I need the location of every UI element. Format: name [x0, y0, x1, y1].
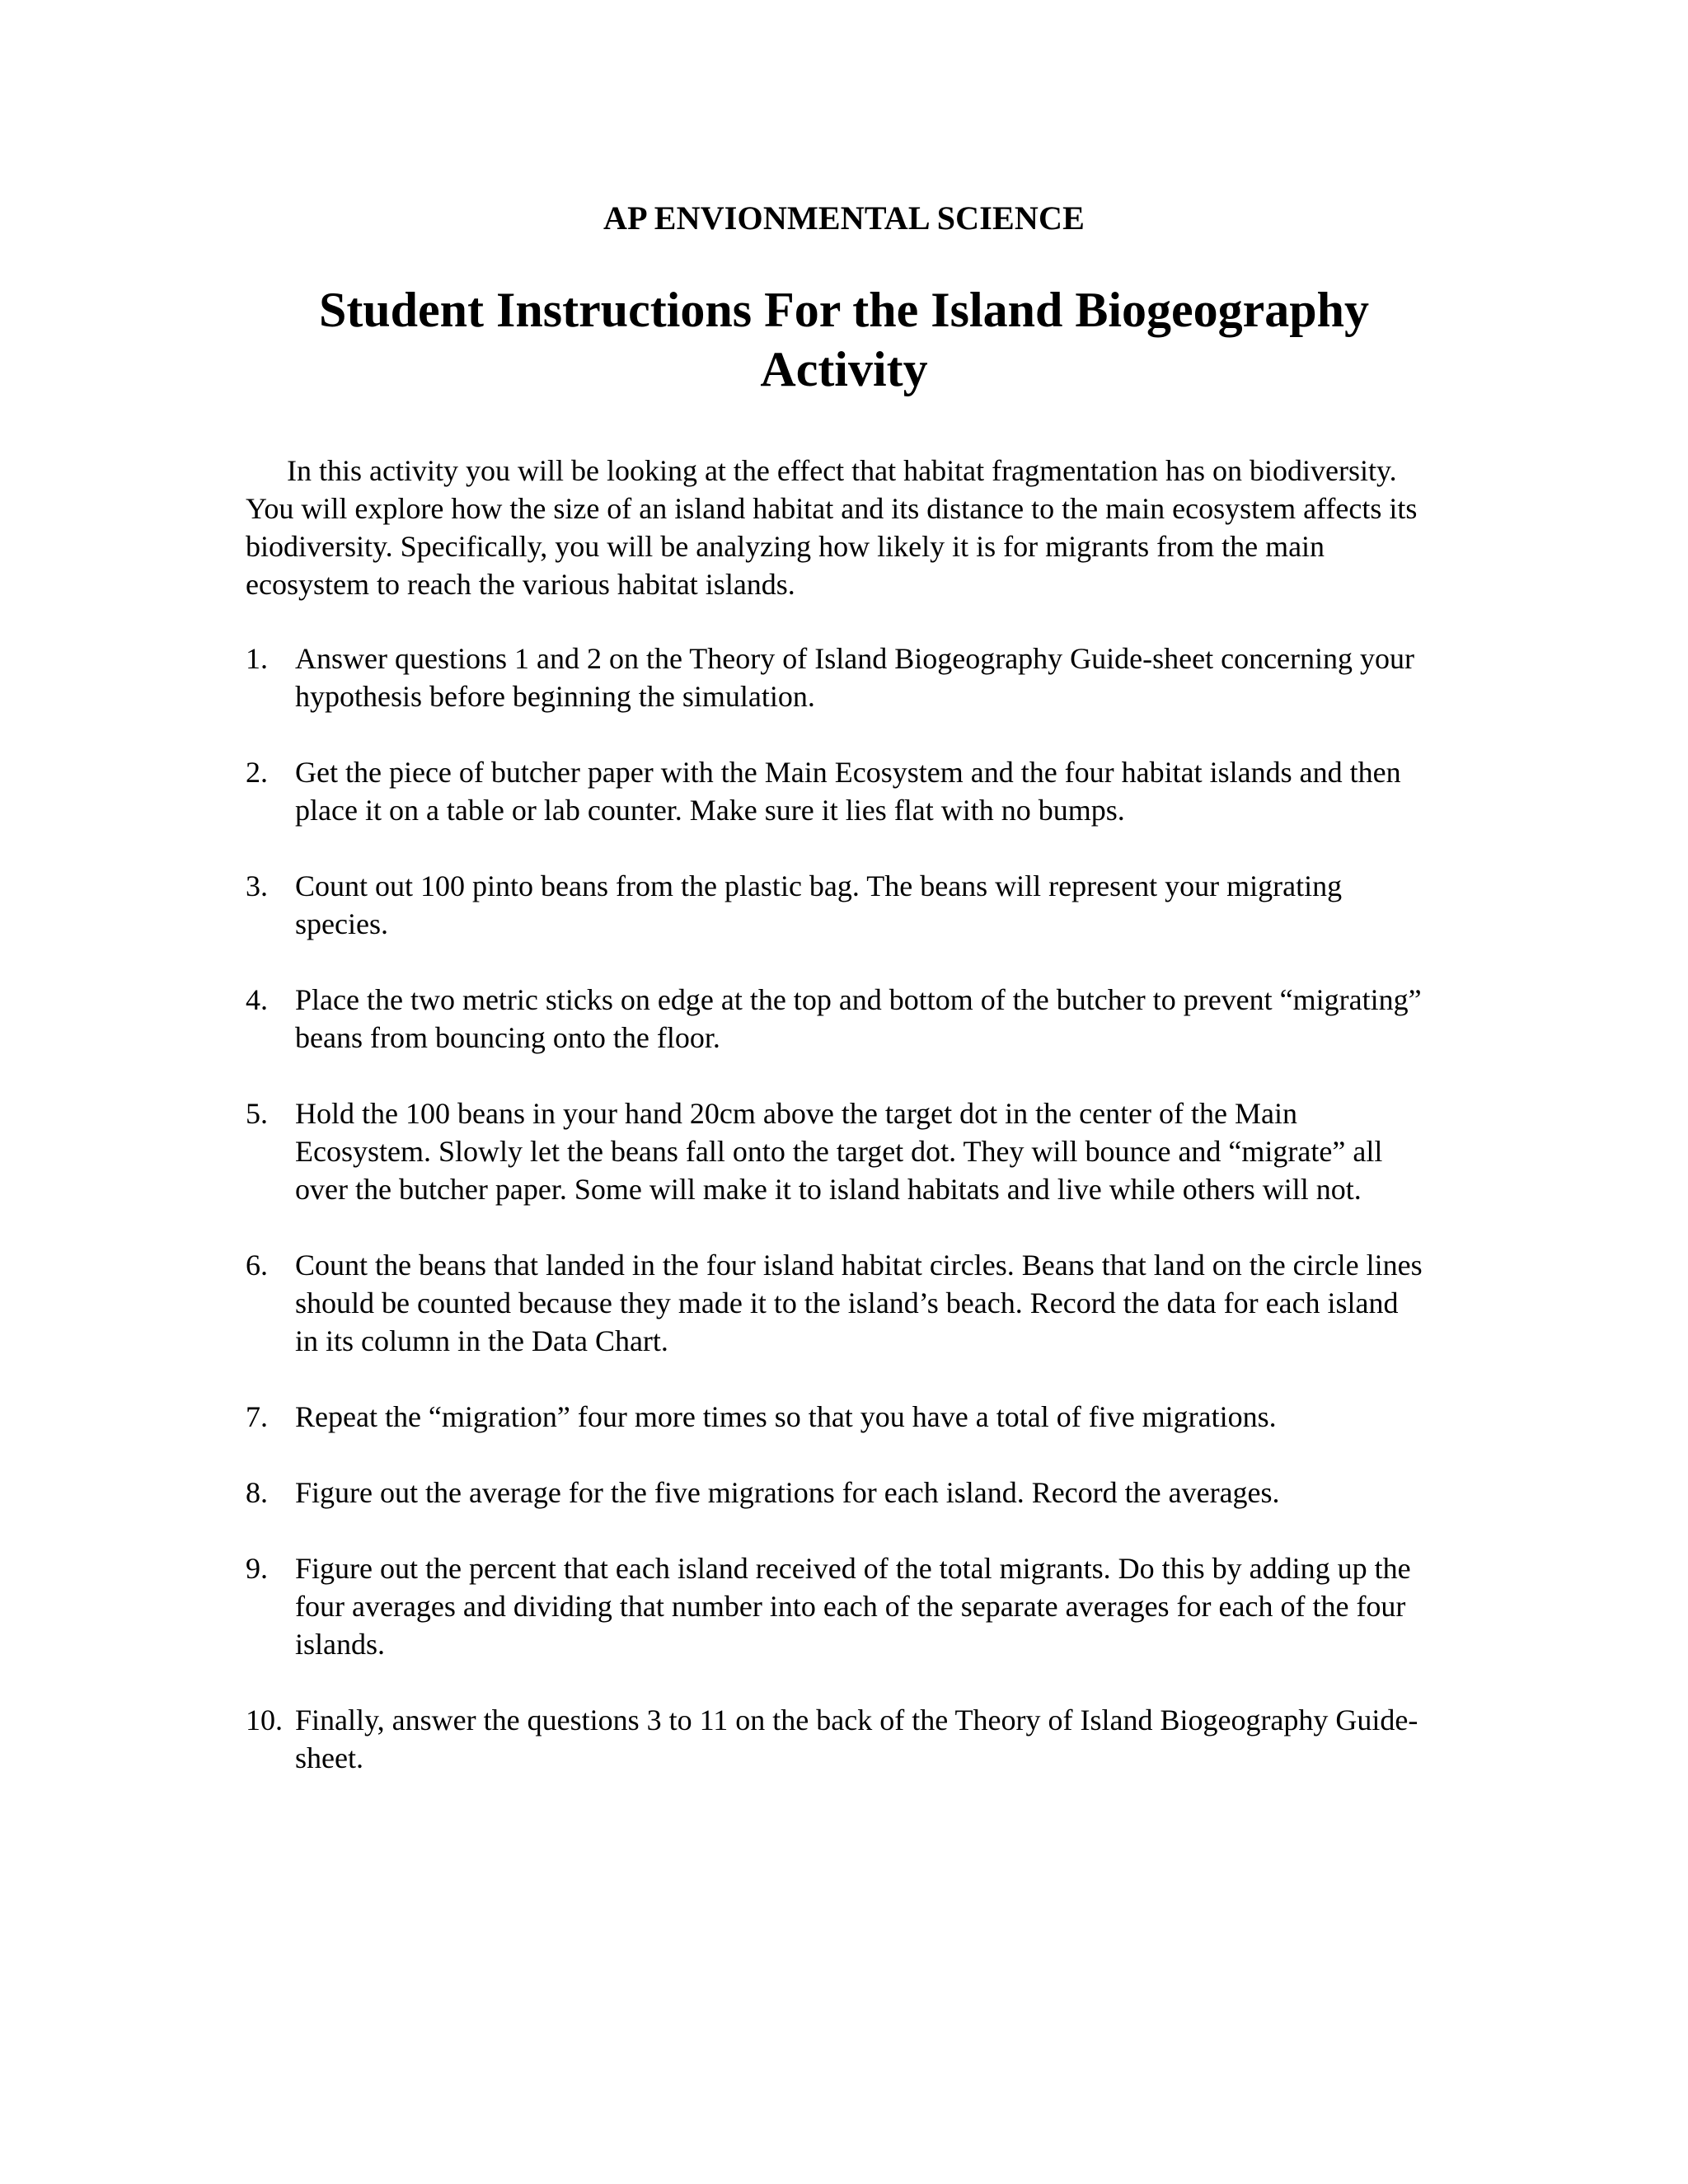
instruction-step-1 [246, 640, 1424, 715]
step-number: 1. [246, 642, 268, 675]
step-number: 7. [246, 1400, 268, 1433]
step-text: Count out 100 pinto beans from the plastic bag. The beans will represent your migrating species. [295, 869, 1343, 940]
instruction-step-3 [246, 867, 1424, 943]
step-number: 2. [246, 756, 268, 789]
page-title: Student Instructions For the Island Biogeography Activity [318, 283, 1370, 396]
step-number: 6. [246, 1249, 268, 1282]
instruction-step-2 [246, 753, 1424, 829]
step-text: Count the beans that landed in the four island habitat circles. Beans that land on the circle lines should be counted because they made it to the island’s beach. Record the data for each island in its column in the Data Chart. [295, 1249, 1423, 1357]
instruction-step-4 [246, 981, 1424, 1057]
step-number: 3. [246, 869, 268, 902]
step-number: 5. [246, 1097, 268, 1130]
course-title: AP ENVIONMENTAL SCIENCE [603, 199, 1085, 237]
step-text: Get the piece of butcher paper with the Main Ecosystem and the four habitat islands and then place it on a table or lab counter. Make sure it lies flat with no bumps. [295, 756, 1401, 827]
instruction-step-7 [246, 1398, 1424, 1436]
step-text: Hold the 100 beans in your hand 20cm above the target dot in the center of the Main Ecosystem. Slowly let the beans fall onto the target dot. They will bounce and “migrate” all over the butcher paper. Some will make it to island habitats and live while others will not. [295, 1097, 1383, 1206]
instruction-step-8 [246, 1474, 1424, 1511]
instruction-step-5 [246, 1094, 1424, 1208]
step-number: 10. [246, 1704, 283, 1736]
step-text: Finally, answer the questions 3 to 11 on the back of the Theory of Island Biogeography Guide-sheet. [295, 1704, 1418, 1774]
instruction-list [246, 640, 1424, 1815]
step-text: Place the two metric sticks on edge at the top and bottom of the butcher to prevent “migrating” beans from bouncing onto the floor. [295, 983, 1422, 1054]
instruction-step-10 [246, 1701, 1424, 1777]
step-number: 8. [246, 1476, 268, 1509]
instruction-step-9 [246, 1549, 1424, 1663]
step-text: Figure out the percent that each island received of the total migrants. Do this by adding up the four averages and dividing that number into each of the separate averages for each of the four islands. [295, 1552, 1411, 1661]
intro-paragraph: In this activity you will be looking at the effect that habitat fragmentation has on biodiversity. You will explore how the size of an island habitat and its distance to the main ecosystem affects its biodiversity. Specifically, you will be analyzing how likely it is for migrants from the main ecosystem to reach the various habitat islands. [246, 454, 1418, 601]
step-number: 9. [246, 1552, 268, 1585]
step-number: 4. [246, 983, 268, 1016]
instruction-step-6 [246, 1246, 1424, 1360]
step-text: Repeat the “migration” four more times so that you have a total of five migrations. [295, 1400, 1277, 1433]
step-text: Figure out the average for the five migrations for each island. Record the averages. [295, 1476, 1280, 1509]
step-text: Answer questions 1 and 2 on the Theory of Island Biogeography Guide-sheet concerning your hypothesis before beginning the simulation. [295, 642, 1415, 713]
